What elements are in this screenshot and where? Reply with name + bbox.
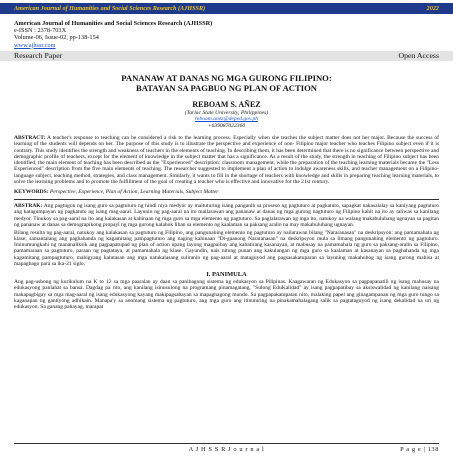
paper-title — [14, 73, 439, 94]
author-phone: +639087022360 — [207, 122, 246, 129]
abstrak — [14, 203, 439, 267]
author-name: REBOAM S. AÑEZ — [192, 99, 261, 109]
section-heading-panimula: I. PANIMULA — [206, 271, 247, 279]
banner-title: American Journal of Humanities and Social Sciences Research (AJHSSR) — [14, 5, 206, 12]
journal-meta — [14, 20, 439, 49]
banner-year: 2022 — [426, 5, 439, 12]
journal-website-link[interactable]: www.ajhssr.com — [14, 41, 56, 49]
page-footer — [14, 443, 439, 454]
abstrak-label: ABSTRAK: — [14, 203, 43, 210]
footer-page-number: P a g e | 138 — [400, 445, 439, 453]
abstract-label: ABSTRACT: — [14, 135, 46, 142]
journal-issn: e-ISSN : 2378-703X — [14, 27, 67, 35]
access-type: Open Access — [398, 51, 439, 61]
author-email-link[interactable]: reboam.anez@deped.gov.ph — [194, 116, 259, 123]
paper-page — [0, 3, 453, 456]
keywords-text: Perspective, Experience, Plan of Action, Learning Materials, Subject Matter — [49, 189, 219, 196]
article-type: Research Paper — [14, 51, 63, 61]
abstract — [14, 135, 439, 185]
abstrak-paragraph-1: Ang pagtugon ng isang guro sa pagtuturo ng hindi niya medyor ay maituturing isang panganib sa proseso ng pagtuturo at pagkatuto, sapagkat nakasalalay sa kaniyang pagtuturo ang katagumpayan ng pagkatuto ng isang mag-aaral. Layunin ng pag-aaral na ito mailarawan ang pananaw at danas ng mga gurong nagtuturo ng Filipino kahit na ito ay taliwas sa kanilang medyor. Tinukoy sa pag-aaral na ito ang kalakasan at kahinaan ng mga guro sa mga elemento ng pagtuturo. Sa paglalarawan ng mga ito, natukoy na walang makabuluhang ugnayan sa pagitan ng pananaw at danas sa demograpikong propayl ng mga gurong kalahok liban sa elemento ng kaalaman sa paksang aralin na may makabuluhang ugnayan. — [14, 203, 439, 228]
divider — [14, 199, 439, 200]
journal-banner — [0, 3, 453, 14]
keywords — [14, 189, 439, 195]
introduction-text: Ang pag-usbong ng kurikulum na K to 12 sa mga paaralan ay daan sa panibagong sistema ng edukasyon sa Pilipinas. Kaagawaran ng Edukasyon sa pagpapanatili ng isang mahusay na edukasyong panlahat sa bansa. Dagdag pa rito, ang kanilang isinusulong na programang pinamagatang, "Sulong EduKalidad" ay isang pagpapatibay sa aksiswalidad ng kanilang naisang makapagbigay sa mga mag-aaral ng isang edukasyong kayang makipagsabayan sa mapaghagong mundo. Sa pagpapakatupatan nito, malaking papel ang ginagampanan ng mga guro tungo sa kaganapan ng gantiyong adhikain. Manapa'y sa anomang sistema ng pagtuturo, ang mga guro ang itinuturing na pinakamahalagang salik sa pagtataguyod ng isang dekalidad na uri ng edukasyon. Sa ganang pahayag, marapat — [14, 279, 439, 311]
article-type-bar — [0, 51, 453, 61]
author-affiliation-block — [14, 110, 439, 129]
keywords-label: KEYWORDS: — [14, 189, 49, 196]
footer-journal: A J H S S R J o u r n a l — [188, 445, 265, 453]
abstrak-paragraph-2: Bilang resulta ng pag-aaral, natukoy ang kalakasan sa pagtuturo ng Filipino, ang pangunahing elemento ng pagtuturo ay nailarawan bilang "Nararanasan" na deskripsyon: ang pamamahala ng klase; samantalang ang paghahanda ng kagamitang pampagtuturo ang naging kahinaan "Di-gaanong Nararanasan" na deskripsyon mula sa limang pangunahing elemento ng pagtuturo. Iminumungkahi ng mananaliksik ang pagpapatupad ng plan of action upang layong magpaibay ang kabatirang kasanayan, at mabusay na pamamahala ng guro sa paksang-aralin sa Filipino, pamamaraan sa pagtuturo, paraan ng pagtataya, at pamamahala ng klase. Gayundin, nais nitong punan ang kakulangan ng mga guro sa kaalaman at kasanayan sa paghahanda ng mga kagamitang pampagtuturo, mabigyang kalutasan ang mga natukalasang suliranin ng pag-aaral at mataguyod ang pagsasakatuparan sa layuning makahubog ng isang gurong mabisa at mapagbago para sa ika-21 siglo. — [14, 229, 439, 267]
abstract-text: A teacher's response to teaching can be considered a risk to the learning process. Especially when she teaches the subject matter does not her major. Because the success of learning of the students will depends on her. The purpose of this study is to illustrate the perspective and experience of non- Filipino major teacher who teaches Filipino subject even if it is contrary. This study identifies the strength and weakness of teachers in the elements of teaching. In describing them, it has been determined that there is no significance between perspective and demographic profile of teachers, except for the element of knowledge in the subject matter that has a significance. As a result of the study, the strength in teaching of Filipino subject has been identified, the main element of teaching has been described as the "Experienced" description: classroom management, while the preparation of the teaching learning materials became the "Less Experienced" description from the five main elements of teaching. The researcher suggested to implement a plan of action to indulge awareness skills, and teacher management on a Filipino-language subject, teaching method, strategies, and class management. Similarly, it wants to fill in the shortage of teachers with knowledge and skills in preparing teaching learning materials, to solve the learning problems and to promote the fulfillment of the goal of creating a teacher who is effective and innovative for the 21st century. — [14, 135, 440, 185]
journal-name: American Journal of Humanities and Social Sciences Research (AJHSSR) — [14, 20, 213, 27]
journal-volume: Volume-06, Issue-02, pp-138-154 — [14, 34, 99, 42]
title-line-1: PANANAW AT DANAS NG MGA GURONG FILIPINO: — [121, 72, 332, 83]
title-line-2: BATAYAN SA PAGBUO NG PLAN OF ACTION — [136, 83, 317, 94]
affiliation: (Tarlac State University, Philippines) — [184, 109, 269, 116]
